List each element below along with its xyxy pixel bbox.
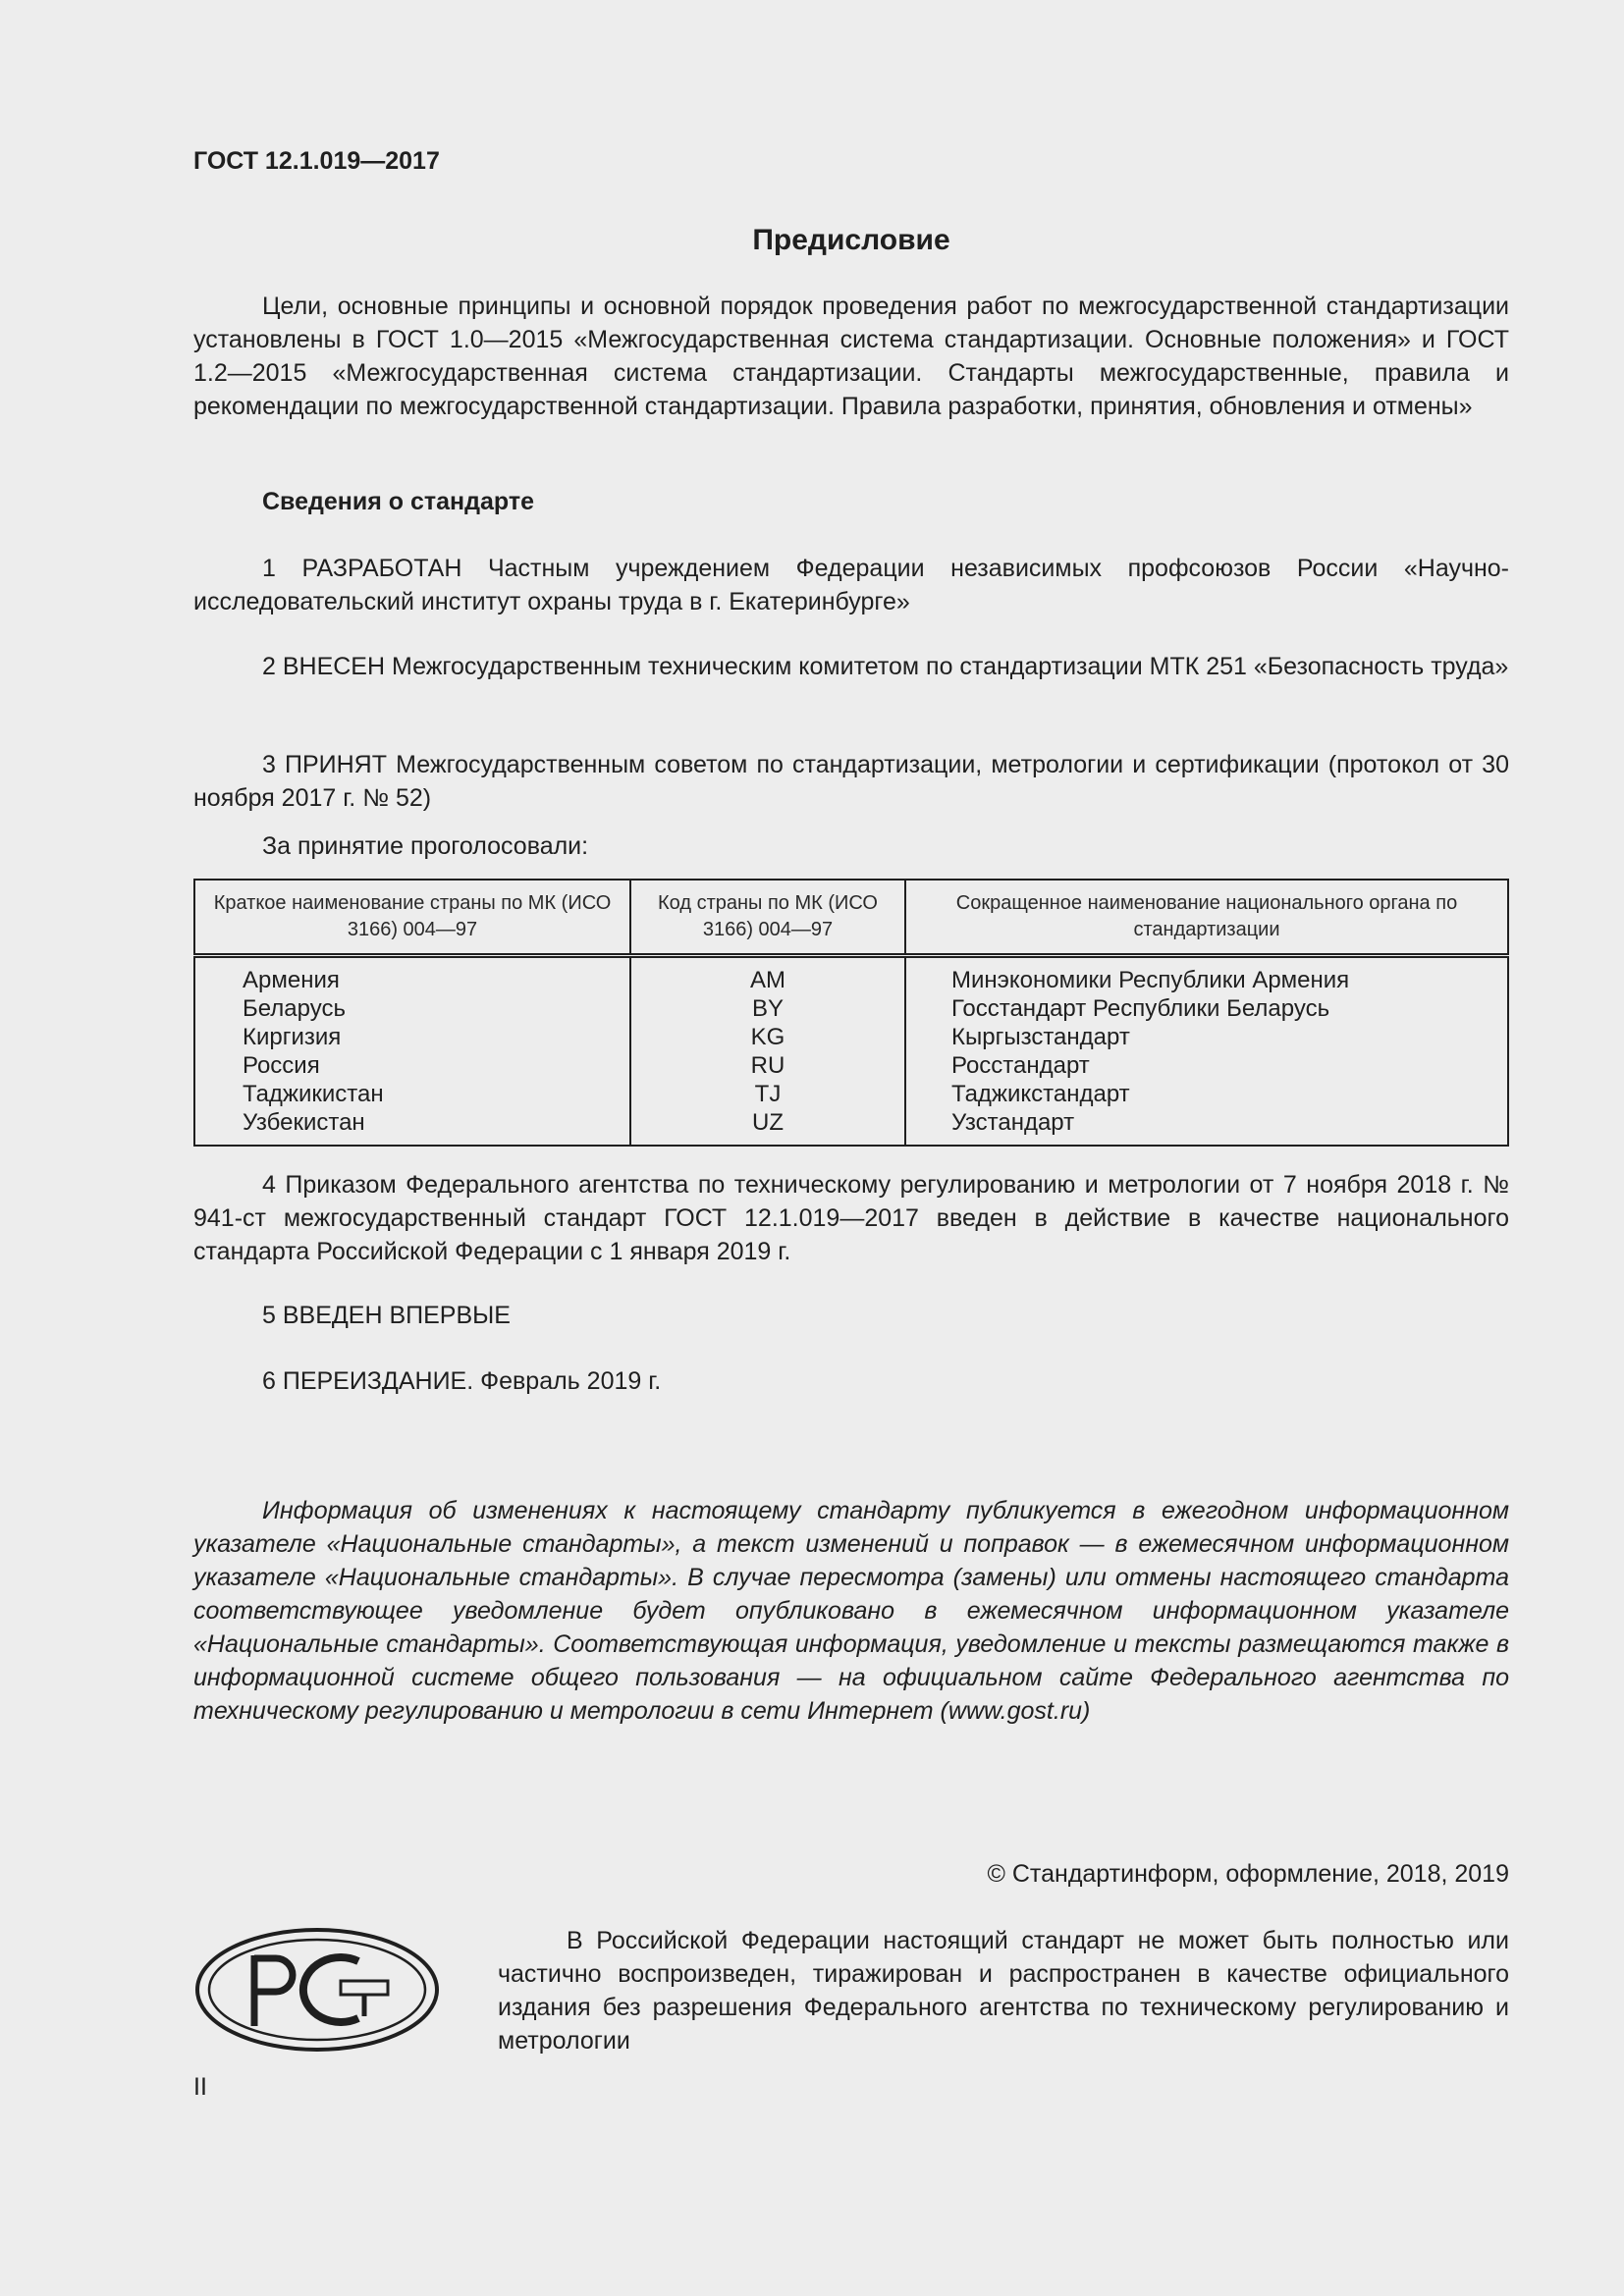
- standards-body: Кыргызстандарт: [951, 1024, 1130, 1050]
- preface-intro: Цели, основные принципы и основной порядок проведения работ по межгосударственной стандартизации установлены в ГОСТ 1.0—2015 «Межгосударственная система стандартизации. Основные положения» и ГОСТ 1.2—2015 «Межгосударственная система стандартизации. Стандарты межгосударственные, правила и рекомендации по межгосударственной стандартизации. Правила разработки, принятия, обновления и отмены»: [193, 293, 1509, 420]
- standards-body: Узстандарт: [951, 1109, 1075, 1136]
- header-country-code: Код страны по МК (ИСО 3166) 004—97: [630, 880, 905, 956]
- table-row: [194, 956, 1508, 995]
- item-adopted: 3 ПРИНЯТ Межгосударственным советом по стандартизации, метрологии и сертификации (протокол от 30 ноября 2017 г. № 52): [193, 751, 1509, 812]
- item-enacted: 4 Приказом Федерального агентства по техническому регулированию и метрологии от 7 ноября 2018 г. № 941-ст межгосударственный стандарт ГОСТ 12.1.019—2017 введен в действие в качестве национального стандарта Российской Федерации с 1 января 2019 г.: [193, 1171, 1509, 1265]
- reproduction-rights-notice: В Российской Федерации настоящий стандарт не может быть полностью или частично воспроизведен, тиражирован и распространен в качестве официального издания без разрешения Федерального агентства по техническому регулированию и метрологии: [498, 1927, 1509, 2055]
- table-row: [194, 1080, 1508, 1108]
- country-code: RU: [630, 1051, 905, 1080]
- country-name: Армения: [194, 956, 630, 995]
- country-code: AM: [630, 956, 905, 995]
- table-row: [194, 1051, 1508, 1080]
- page-number: II: [193, 2073, 207, 2101]
- country-name: Беларусь: [194, 994, 630, 1023]
- table-header-row: [194, 880, 1508, 956]
- item-submitted: 2 ВНЕСЕН Межгосударственным техническим комитетом по стандартизации МТК 251 «Безопасность труда»: [262, 653, 1509, 680]
- country-code: TJ: [630, 1080, 905, 1108]
- voted-label: За принятие проголосовали:: [262, 832, 589, 860]
- table-row: [194, 1023, 1508, 1051]
- document-id: ГОСТ 12.1.019—2017: [193, 147, 440, 175]
- changes-notice: Информация об изменениях к настоящему стандарту публикуется в ежегодном информационном указателе «Национальные стандарты», а текст изменений и поправок — в ежемесячном информационном указателе «Национальные стандарты». В случае пересмотра (замены) или отмены настоящего стандарта соответствующее уведомление будет опубликовано в ежемесячном информационном указателе «Национальные стандарты». Соответствующая информация, уведомление и тексты размещаются также в информационной системе общего пользования — на официальном сайте Федерального агентства по техническому регулированию и метрологии в сети Интернет (www.gost.ru): [193, 1497, 1509, 1725]
- table-row: [194, 994, 1508, 1023]
- header-standards-body: Сокращенное наименование национального органа по стандартизации: [905, 880, 1508, 956]
- item-reissue: 6 ПЕРЕИЗДАНИЕ. Февраль 2019 г.: [262, 1367, 662, 1395]
- standards-body: Госстандарт Республики Беларусь: [951, 995, 1330, 1022]
- item-developed: 1 РАЗРАБОТАН Частным учреждением Федерации независимых профсоюзов России «Научно-исследовательский институт охраны труда в г. Екатеринбурге»: [193, 555, 1509, 615]
- country-code: UZ: [630, 1108, 905, 1146]
- country-name: Узбекистан: [194, 1108, 630, 1146]
- standards-body: Росстандарт: [951, 1052, 1090, 1079]
- rst-certification-mark-icon: [193, 1926, 441, 2054]
- info-heading: Сведения о стандарте: [262, 488, 535, 515]
- item-first-introduced: 5 ВВЕДЕН ВПЕРВЫЕ: [262, 1302, 511, 1329]
- country-name: Киргизия: [194, 1023, 630, 1051]
- header-country-name: Краткое наименование страны по МК (ИСО 3166) 004—97: [194, 880, 630, 956]
- table-row: [194, 1108, 1508, 1146]
- voting-countries-table: [193, 879, 1509, 1147]
- standards-body: Минэкономики Республики Армения: [951, 967, 1350, 993]
- copyright-line: © Стандартинформ, оформление, 2018, 2019: [987, 1860, 1509, 1888]
- country-code: KG: [630, 1023, 905, 1051]
- standards-body: Таджикстандарт: [951, 1081, 1130, 1107]
- page-title: Предисловие: [752, 224, 950, 256]
- country-name: Таджикистан: [194, 1080, 630, 1108]
- country-code: BY: [630, 994, 905, 1023]
- country-name: Россия: [194, 1051, 630, 1080]
